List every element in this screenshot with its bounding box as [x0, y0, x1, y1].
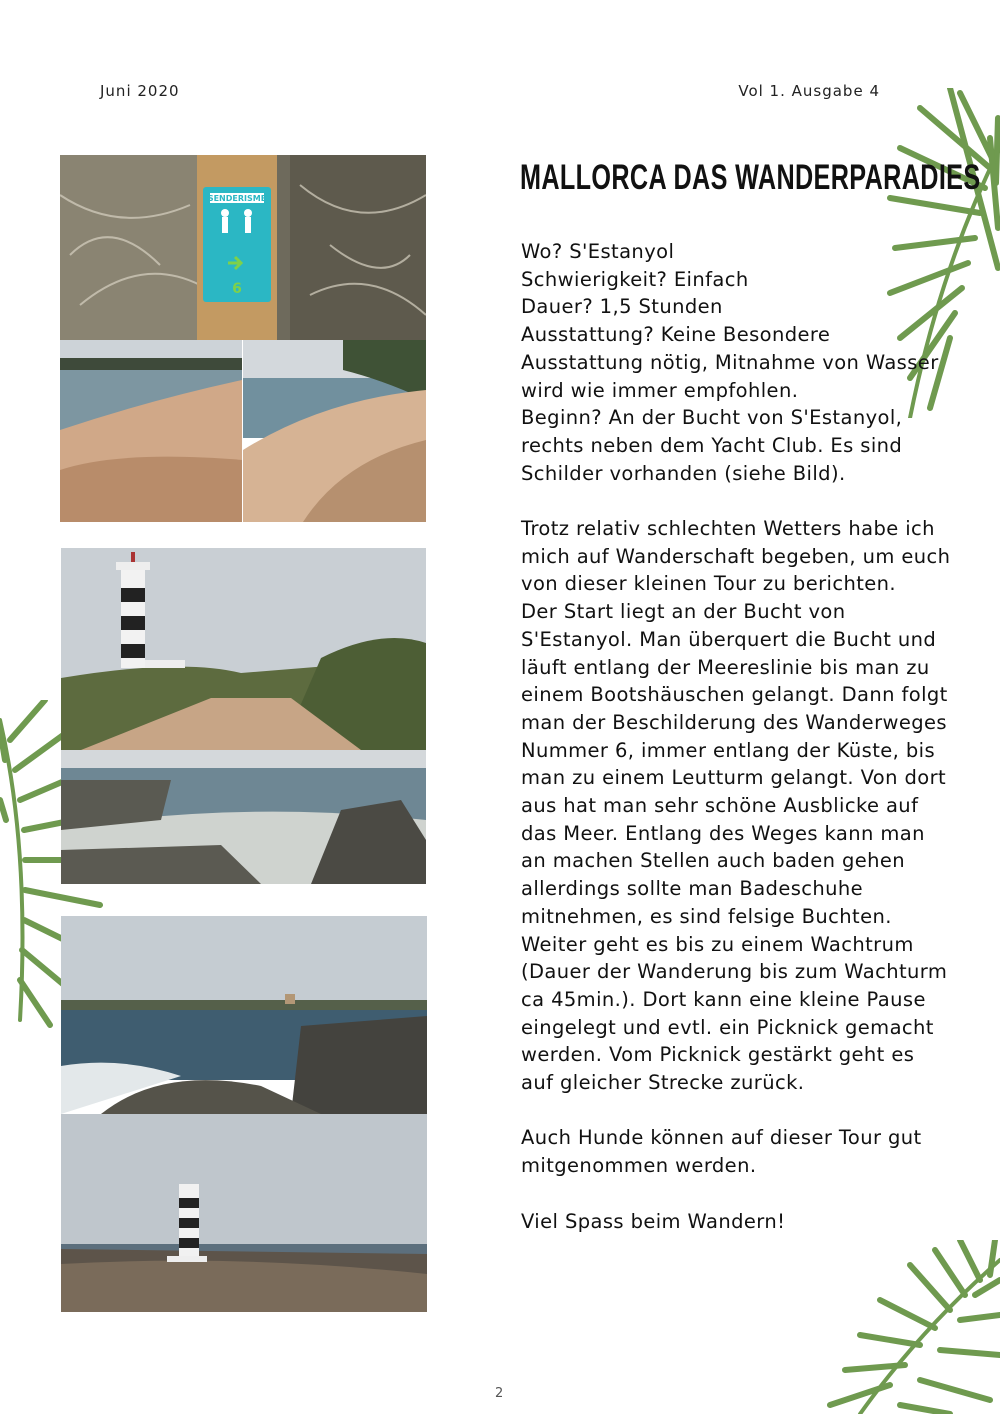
article-body — [521, 238, 951, 1235]
photo-bay-left — [60, 340, 242, 522]
palm-leaf-icon — [800, 1240, 1000, 1414]
sign-label: SENDERISME — [207, 194, 267, 203]
photo-rocky-coast — [61, 750, 426, 884]
photo-lighthouse-sea — [61, 1114, 427, 1312]
body-dogs: Auch Hunde können auf dieser Tour gut mitgenommen werden. — [521, 1126, 922, 1178]
body-intro: Trotz relativ schlechten Wetters habe ich mich auf Wanderschaft begeben, um euch von dieser kleinen Tour zu berichten. — [521, 517, 951, 596]
page-number: 2 — [495, 1386, 504, 1401]
issue-volume: Vol 1. Ausgabe 4 — [738, 82, 880, 100]
photo-trail-sign — [60, 155, 426, 340]
article-title: MALLORCA DAS WANDERPARADIES — [520, 158, 981, 197]
photo-bay-right — [243, 340, 426, 522]
body-closing: Viel Spass beim Wandern! — [521, 1209, 786, 1233]
photo-lighthouse-path — [61, 548, 426, 750]
info-start: Beginn? An der Bucht von S'Estanyol, rechts neben dem Yacht Club. Es sind Schilder vorhanden (siehe Bild). — [521, 406, 903, 485]
sign-number: 6 — [232, 281, 242, 297]
info-duration: Dauer? 1,5 Stunden — [521, 295, 723, 319]
info-location: Wo? S'Estanyol — [521, 240, 675, 263]
issue-date: Juni 2020 — [100, 82, 180, 100]
info-equipment: Ausstattung? Keine Besondere Ausstattung nötig, Mitnahme von Wasser wird wie immer empfohlen. — [521, 323, 939, 402]
palm-leaf-bottom-right — [800, 1240, 1000, 1414]
info-difficulty: Schwierigkeit? Einfach — [521, 267, 749, 291]
body-main: Der Start liegt an der Bucht von S'Estanyol. Man überquert die Bucht und läuft entlang der Meereslinie bis man zu einem Bootshäuschen gelangt. Dann folgt man der Beschilderung des Wanderweges Nummer 6, immer entlang der Küste, bis man zu einem Leutturm gelangt. Von dort aus hat man sehr schöne Ausblicke auf das Meer. Entlang des Weges kann man an machen Stellen auch baden gehen allerdings sollte man Badeschuhe mitnehmen, es sind felsige Buchten. Weiter geht es bis zu einem Wachtrum (Dauer der Wanderung bis zum Wachturm ca 45min.). Dort kann eine kleine Pause eingelegt und evtl. ein Picknick gemacht werden. Vom Picknick gestärkt geht es auf gleicher Strecke zurück. — [521, 600, 948, 1095]
photo-sea-watchtower — [61, 916, 427, 1114]
